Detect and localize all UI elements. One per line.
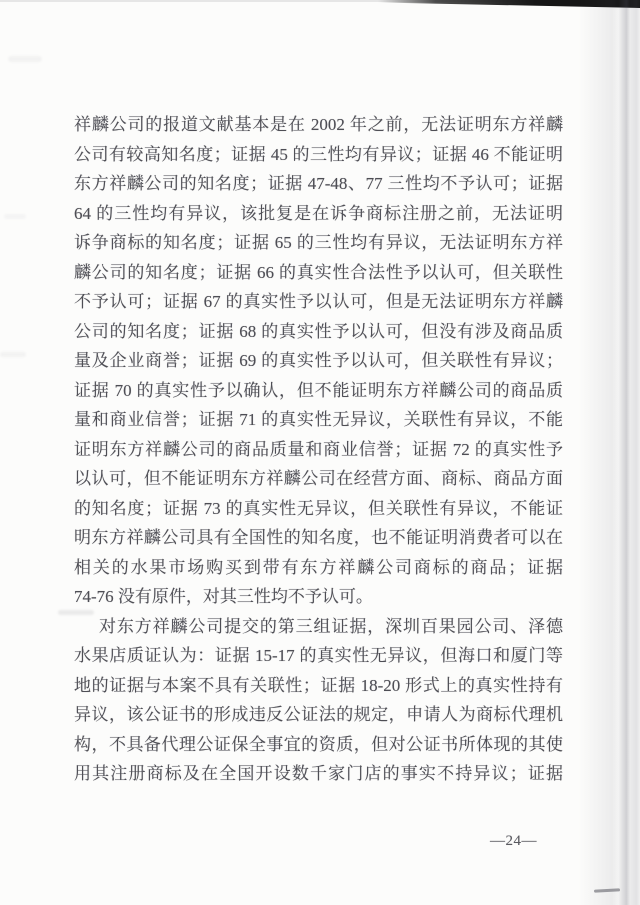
text-line: 诉争商标的知名度；证据 65 的三性均有异议，无法证明东方祥	[74, 233, 563, 252]
text-line: 74-76 没有原件，对其三性均不予认可。	[74, 587, 373, 606]
text-line: 相关的水果市场购买到带有东方祥麟公司商标的商品；证据	[74, 557, 563, 577]
text-line: 公司的知名度；证据 68 的真实性予以认可，但没有涉及商品质	[74, 321, 563, 341]
text-line: 用其注册商标及在全国开设数千家门店的事实不持异议；证据	[74, 764, 563, 783]
text-line: 量及企业商誉；证据 69 的真实性予以认可，但关联性有异议；	[74, 351, 563, 370]
text-line: 不予认可；证据 67 的真实性予以认可，但是无法证明东方祥麟	[74, 292, 563, 311]
text-line: 东方祥麟公司的知名度；证据 47-48、77 三性均不予认可；证据	[74, 174, 563, 193]
paragraph-group3-evidence-opinions	[74, 612, 563, 789]
text-line: 的知名度；证据 73 的真实性无异议，但关联性有异议，不能证	[74, 498, 563, 518]
text-line: 64 的三性均有异议，该批复是在诉争商标注册之前，无法证明	[74, 203, 563, 223]
page-number: —24—	[490, 833, 537, 849]
text-line: 量和商业信誉；证据 71 的真实性无异议，关联性有异议，不能	[74, 410, 563, 429]
scan-artifact-smudge	[8, 56, 42, 62]
scan-artifact-smudge	[4, 214, 26, 219]
text-line: 麟公司的知名度；证据 66 的真实性合法性予以认可，但关联性	[74, 262, 563, 282]
text-line: 证明东方祥麟公司的商品质量和商业信誉；证据 72 的真实性予	[74, 439, 563, 459]
paragraph-group2-evidence-opinions	[74, 110, 563, 612]
text-line: 证据 70 的真实性予以确认，但不能证明东方祥麟公司的商品质	[74, 380, 563, 400]
text-line: 明东方祥麟公司具有全国性的知名度，也不能证明消费者可以在	[74, 528, 563, 547]
text-line: 祥麟公司的报道文献基本是在 2002 年之前，无法证明东方祥麟	[74, 115, 563, 134]
text-line: 构，不具备代理公证保全事宜的资质，但对公证书所体现的其使	[74, 734, 563, 754]
document-body	[74, 110, 563, 789]
scan-artifact-smudge	[0, 352, 26, 357]
text-line: 对东方祥麟公司提交的第三组证据，深圳百果园公司、泽德	[99, 616, 563, 636]
scan-artifact-right-edge-shadow	[578, 0, 640, 905]
text-line: 异议，该公证书的形成违反公证法的规定，申请人为商标代理机	[74, 705, 563, 724]
text-line: 以认可，但不能证明东方祥麟公司在经营方面、商标、商品方面	[74, 469, 563, 488]
text-line: 公司有较高知名度；证据 45 的三性均有异议；证据 46 不能证明	[74, 144, 563, 164]
text-line: 水果店质证认为：证据 15-17 的真实性无异议，但海口和厦门等	[74, 646, 563, 665]
text-line: 地的证据与本案不具有关联性；证据 18-20 形式上的真实性持有	[74, 675, 563, 695]
